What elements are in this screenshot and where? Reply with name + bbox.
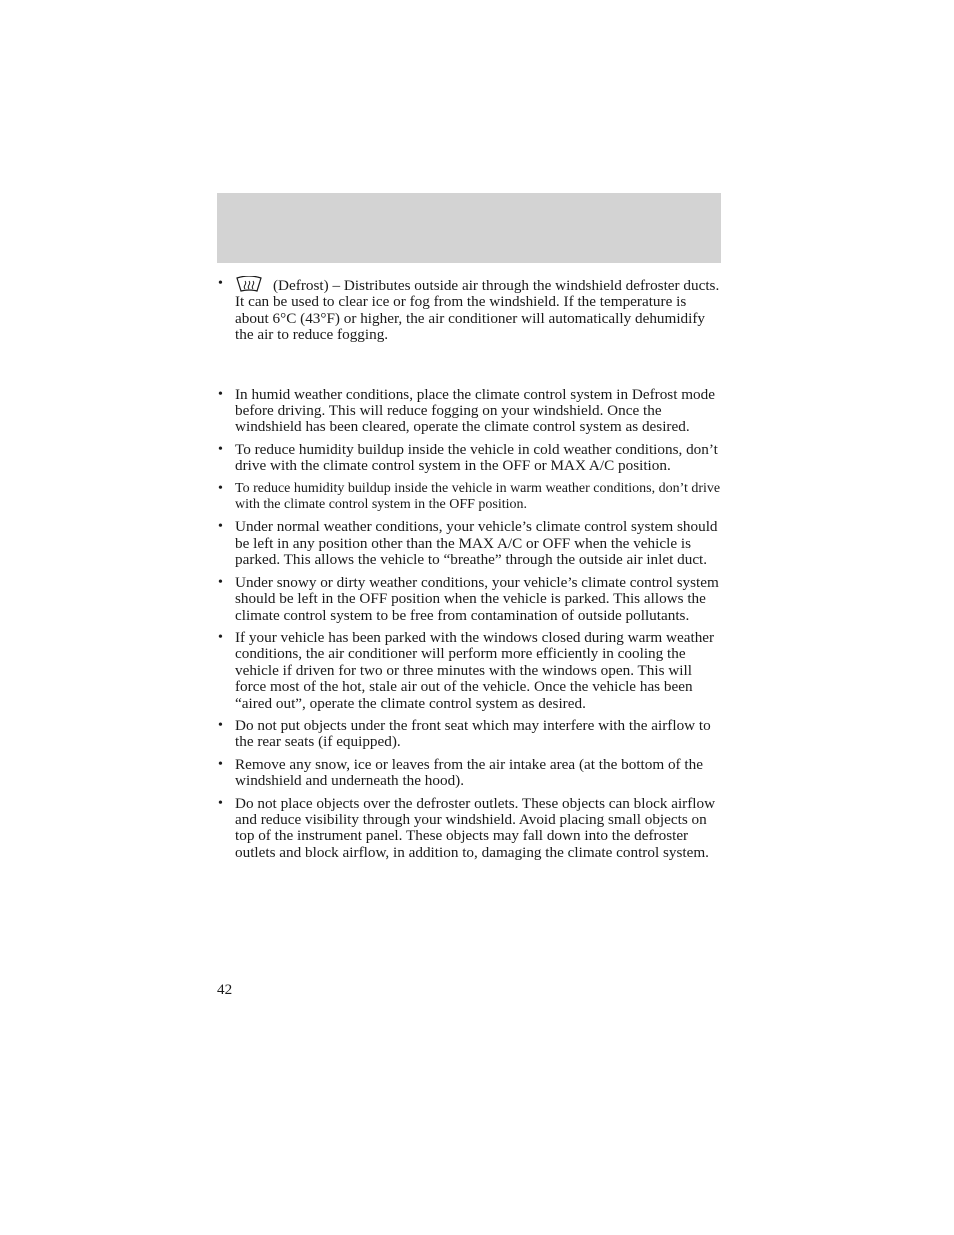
list-item-text: Do not put objects under the front seat which may interfere with the airflow to the rear seats (if equipped). bbox=[235, 716, 711, 751]
list-item bbox=[217, 630, 723, 712]
page-number: 42 bbox=[217, 981, 233, 998]
defrost-icon bbox=[235, 276, 263, 292]
list-item bbox=[217, 442, 723, 475]
list-item-text: Under snowy or dirty weather conditions, your vehicle’s climate control system should be left in the OFF position when the vehicle is parked. This allows the climate control system to be free from contamination of outside pollutants. bbox=[235, 573, 719, 624]
bullet-marker: • bbox=[218, 519, 223, 535]
defrost-bullet bbox=[217, 276, 723, 344]
spacer bbox=[217, 350, 723, 387]
list-item bbox=[217, 718, 723, 751]
bullet-marker: • bbox=[218, 276, 223, 291]
defrost-text: (Defrost) – Distributes outside air through the windshield defroster ducts. It can be used to clear ice or fog from the windshield. If the temperature is about 6°C (43°F) or higher, the air conditioner will automatically dehumidify the air to reduce fogging. bbox=[235, 277, 720, 344]
list-item bbox=[217, 481, 723, 514]
list-item-text: If your vehicle has been parked with the windows closed during warm weather conditions, the air conditioner will perform more efficiently in cooling the vehicle if driven for two or three minutes with the windows open. This will force most of the hot, stale air out of the vehicle. Once the vehicle has been “aired out”, operate the climate control system as desired. bbox=[235, 628, 715, 712]
bullet-marker: • bbox=[218, 756, 223, 772]
list-item-text: To reduce humidity buildup inside the vehicle in warm weather conditions, don’t drive with the climate control system in the OFF position. bbox=[235, 480, 721, 513]
list-item bbox=[217, 796, 723, 862]
page-content bbox=[217, 276, 723, 867]
list-item-text: Under normal weather conditions, your vehicle’s climate control system should be left in any position other than the MAX A/C or OFF when the vehicle is parked. This allows the vehicle to “breathe” through the outside air inlet duct. bbox=[235, 518, 718, 569]
list-item bbox=[217, 387, 723, 436]
list-item-text: In humid weather conditions, place the climate control system in Defrost mode before driving. This will reduce fogging on your windshield. Once the windshield has been cleared, operate the climate control system as desired. bbox=[235, 385, 715, 436]
list-item bbox=[217, 519, 723, 568]
bullet-marker: • bbox=[218, 574, 223, 590]
bullet-marker: • bbox=[218, 629, 223, 645]
bullet-marker: • bbox=[218, 480, 223, 496]
list-item-text: Do not place objects over the defroster outlets. These objects can block airflow and reduce visibility through your windshield. Avoid placing small objects on top of the instrument panel. These objects may fall down into the defroster outlets and block airflow, in addition to, damaging the climate control system. bbox=[235, 794, 716, 861]
list-item-text: Remove any snow, ice or leaves from the air intake area (at the bottom of the windshield and underneath the hood). bbox=[235, 755, 703, 790]
bullet-marker: • bbox=[218, 717, 223, 733]
list-item bbox=[217, 575, 723, 624]
bullet-marker: • bbox=[218, 795, 223, 811]
list-item bbox=[217, 757, 723, 790]
list-item-text: To reduce humidity buildup inside the vehicle in cold weather conditions, don’t drive with the climate control system in the OFF or MAX A/C position. bbox=[235, 440, 718, 475]
section-header-band bbox=[217, 193, 721, 263]
bullet-marker: • bbox=[218, 386, 223, 402]
bullet-marker: • bbox=[218, 441, 223, 457]
